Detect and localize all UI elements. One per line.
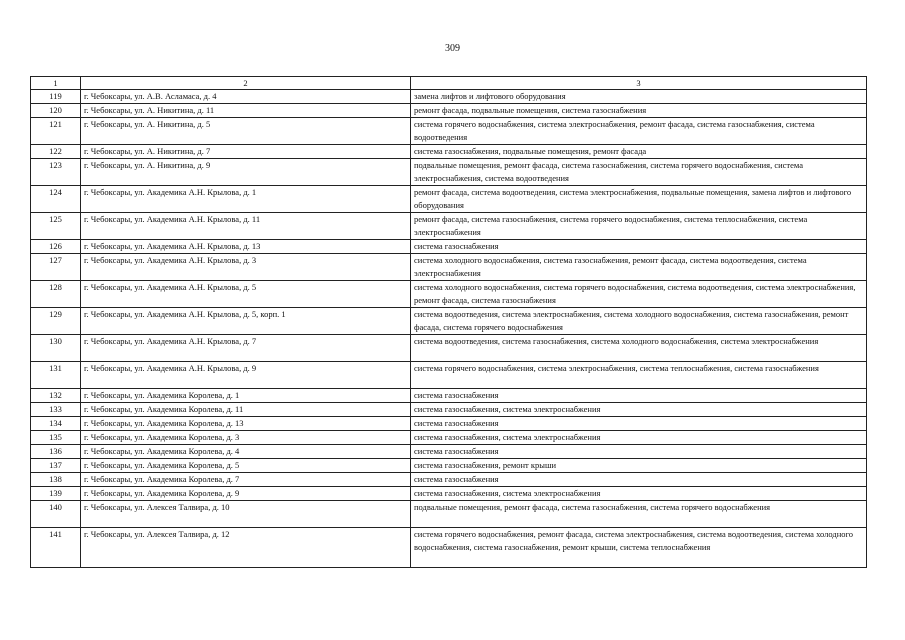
row-number: 139 [31,487,81,501]
table-row [31,145,867,159]
row-number: 133 [31,403,81,417]
row-number: 130 [31,335,81,362]
row-number: 126 [31,240,81,254]
row-address: г. Чебоксары, ул. А. Никитина, д. 7 [81,145,411,159]
table-row [31,159,867,186]
row-address: г. Чебоксары, ул. А. Никитина, д. 11 [81,104,411,118]
row-address: г. Чебоксары, ул. Академика Королева, д. 13 [81,417,411,431]
row-works: система газоснабжения [411,445,867,459]
table-row [31,213,867,240]
column-header: 2 [81,77,411,90]
row-address: г. Чебоксары, ул. Академика А.Н. Крылова, д. 11 [81,213,411,240]
row-number: 137 [31,459,81,473]
row-address: г. Чебоксары, ул. А.В. Асламаса, д. 4 [81,90,411,104]
row-address: г. Чебоксары, ул. Академика А.Н. Крылова, д. 5 [81,281,411,308]
registry-table [30,76,867,568]
table-row [31,104,867,118]
table-row [31,240,867,254]
table-row [31,308,867,335]
table-row [31,362,867,389]
row-works: система газоснабжения, система электроснабжения [411,431,867,445]
row-number: 122 [31,145,81,159]
row-number: 132 [31,389,81,403]
row-works: система холодного водоснабжения, система газоснабжения, ремонт фасада, система водоотведения, система электроснабжения [411,254,867,281]
row-address: г. Чебоксары, ул. Академика Королева, д. 1 [81,389,411,403]
row-works: ремонт фасада, система газоснабжения, система горячего водоснабжения, система теплоснабжения, система электроснабжения [411,213,867,240]
row-works: система газоснабжения [411,417,867,431]
row-number: 141 [31,528,81,568]
row-address: г. Чебоксары, ул. Академика Королева, д. 3 [81,431,411,445]
row-works: система горячего водоснабжения, система электроснабжения, система теплоснабжения, система газоснабжения [411,362,867,389]
row-works: система газоснабжения, ремонт крыши [411,459,867,473]
row-address: г. Чебоксары, ул. Академика А.Н. Крылова, д. 9 [81,362,411,389]
row-works: система горячего водоснабжения, ремонт фасада, система электроснабжения, система водоотведения, система холодного водоснабжения, система газоснабжения, ремонт крыши, система теплоснабжения [411,528,867,568]
table-row [31,487,867,501]
table-row [31,431,867,445]
table-row [31,445,867,459]
row-works: система газоснабжения [411,240,867,254]
row-number: 134 [31,417,81,431]
row-address: г. Чебоксары, ул. Академика Королева, д. 4 [81,445,411,459]
row-works: система водоотведения, система электроснабжения, система холодного водоснабжения, система газоснабжения, ремонт фасада, система горячего водоснабжения [411,308,867,335]
row-number: 129 [31,308,81,335]
row-number: 127 [31,254,81,281]
table-header-row [31,77,867,90]
row-works: система горячего водоснабжения, система электроснабжения, ремонт фасада, система газоснабжения, система водоотведения [411,118,867,145]
column-header: 1 [31,77,81,90]
row-number: 140 [31,501,81,528]
table-row [31,118,867,145]
row-address: г. Чебоксары, ул. Алексея Талвира, д. 10 [81,501,411,528]
row-works: система газоснабжения, система электроснабжения [411,487,867,501]
row-works: система водоотведения, система газоснабжения, система холодного водоснабжения, система электроснабжения [411,335,867,362]
table-row [31,389,867,403]
row-number: 121 [31,118,81,145]
row-number: 124 [31,186,81,213]
row-works: замена лифтов и лифтового оборудования [411,90,867,104]
row-number: 131 [31,362,81,389]
row-number: 120 [31,104,81,118]
row-works: система холодного водоснабжения, система горячего водоснабжения, система водоотведения, система электроснабжения, ремонт фасада, система газоснабжения [411,281,867,308]
row-address: г. Чебоксары, ул. Алексея Талвира, д. 12 [81,528,411,568]
table-row [31,281,867,308]
column-header: 3 [411,77,867,90]
row-number: 138 [31,473,81,487]
row-address: г. Чебоксары, ул. Академика А.Н. Крылова, д. 1 [81,186,411,213]
row-address: г. Чебоксары, ул. Академика А.Н. Крылова, д. 3 [81,254,411,281]
table-row [31,335,867,362]
row-address: г. Чебоксары, ул. Академика А.Н. Крылова, д. 5, корп. 1 [81,308,411,335]
table-row [31,186,867,213]
table-row [31,90,867,104]
row-address: г. Чебоксары, ул. Академика Королева, д. 7 [81,473,411,487]
row-works: система газоснабжения [411,473,867,487]
table-body [31,90,867,568]
row-address: г. Чебоксары, ул. А. Никитина, д. 5 [81,118,411,145]
row-number: 135 [31,431,81,445]
row-address: г. Чебоксары, ул. Академика Королева, д. 11 [81,403,411,417]
row-number: 128 [31,281,81,308]
row-works: система газоснабжения [411,389,867,403]
row-number: 136 [31,445,81,459]
row-works: ремонт фасада, система водоотведения, система электроснабжения, подвальные помещения, замена лифтов и лифтового оборудования [411,186,867,213]
row-works: подвальные помещения, ремонт фасада, система газоснабжения, система горячего водоснабжения, система электроснабжения, система водоотведения [411,159,867,186]
row-works: подвальные помещения, ремонт фасада, система газоснабжения, система горячего водоснабжения [411,501,867,528]
row-works: система газоснабжения, подвальные помещения, ремонт фасада [411,145,867,159]
table-row [31,417,867,431]
row-address: г. Чебоксары, ул. А. Никитина, д. 9 [81,159,411,186]
table-row [31,473,867,487]
row-address: г. Чебоксары, ул. Академика А.Н. Крылова, д. 7 [81,335,411,362]
table-row [31,459,867,473]
row-number: 119 [31,90,81,104]
row-address: г. Чебоксары, ул. Академика А.Н. Крылова, д. 13 [81,240,411,254]
row-address: г. Чебоксары, ул. Академика Королева, д. 9 [81,487,411,501]
row-number: 123 [31,159,81,186]
table-row [31,254,867,281]
page-number: 309 [445,43,460,54]
table-row [31,528,867,568]
table-row [31,403,867,417]
row-works: система газоснабжения, система электроснабжения [411,403,867,417]
row-number: 125 [31,213,81,240]
row-works: ремонт фасада, подвальные помещения, система газоснабжения [411,104,867,118]
table-row [31,501,867,528]
row-address: г. Чебоксары, ул. Академика Королева, д. 5 [81,459,411,473]
